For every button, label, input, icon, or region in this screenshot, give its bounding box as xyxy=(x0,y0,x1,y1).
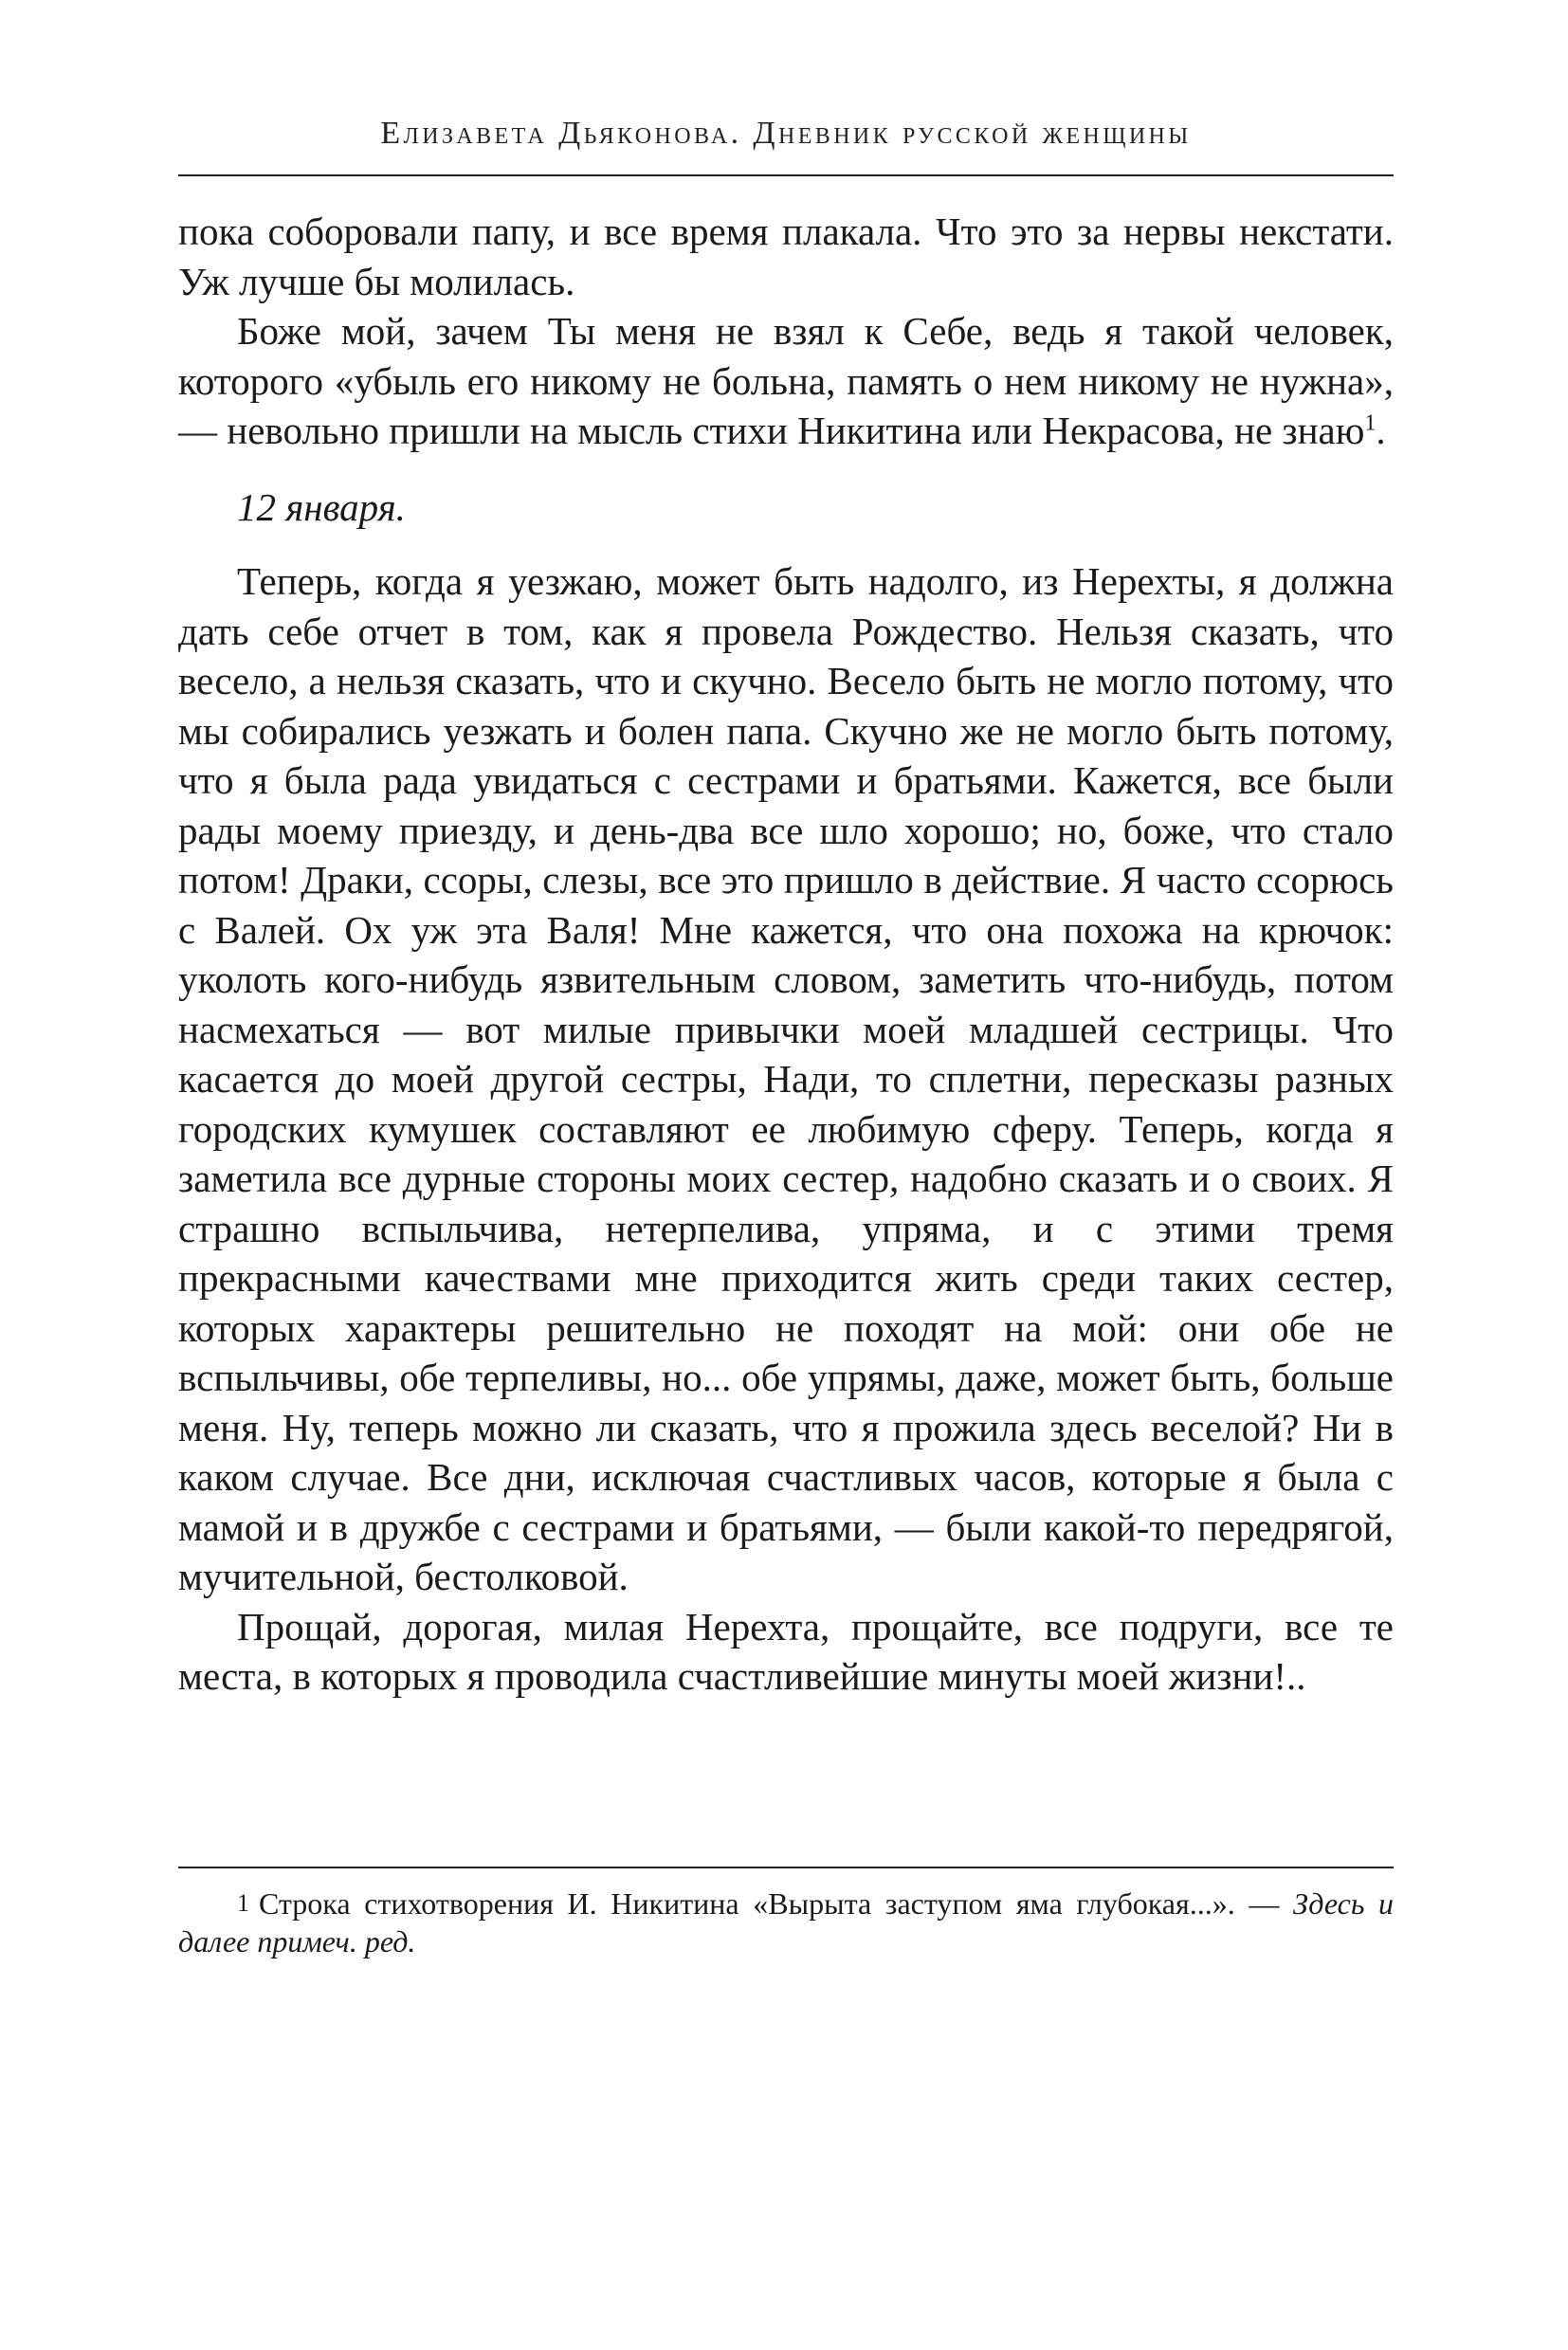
footnote-rule xyxy=(178,1867,1394,1868)
footnote-paragraph xyxy=(178,1885,1394,1960)
paragraph-2 xyxy=(178,306,1394,456)
footnote-editor-note: Здесь и далее примеч. ред. xyxy=(178,1886,1395,1958)
footnote-reference: 1 xyxy=(1364,410,1377,436)
paragraph-3: Теперь, когда я уезжаю, может быть надолго, из Нерехты, я должна дать себе отчет в том, как я провела Рождество. Нельзя сказать, что весело, а нельзя сказать, что и скучно. Весело быть не могло потому, что мы собирались уезжать и болен папа. Скучно же не могло быть потому, что я была рада увидаться с сестрами и братьями. Кажется, все были рады моему приезду, и день-два все шло хорошо; но, боже, что стало потом! Драки, ссоры, слезы, все это пришло в действие. Я часто ссорюсь с Валей. Ох уж эта Валя! Мне кажется, что она похожа на крючок: уколоть кого-нибудь язвительным словом, заметить что-нибудь, потом насмехаться — вот милые привычки моей младшей сестрицы. Что касается до моей другой сестры, Нади, то сплетни, пересказы разных городских кумушек составляют ее любимую сферу. Теперь, когда я заметила все дурные стороны моих сестер, надобно сказать и о своих. Я страшно вспыльчива, нетерпелива, упряма, и с этими тремя прекрасными качествами мне приходится жить среди таких сестер, которых характеры решительно не походят на мой: они обе не вспыльчивы, обе терпеливы, но... обе упрямы, даже, может быть, больше меня. Ну, теперь можно ли сказать, что я прожила здесь веселой? Ни в каком случае. Все дни, исключая счастливых часов, которые я была с мамой и в дружбе с сестрами и братьями, — были какой-то передрягой, мучительной, бестолковой. xyxy=(178,559,1394,1598)
paragraph-1: пока соборовали папу, и все время плакала. Что это за нервы некстати. Уж лучше бы молилась. xyxy=(178,209,1394,303)
footnote-number: 1 xyxy=(237,1889,249,1917)
paragraph-2-text: Боже мой, зачем Ты меня не взял к Себе, ведь я такой человек, которого «убыль его никому не больна, память о нем никому не нужна», — невольно пришли на мысль стихи Никитина или Некрасова, не знаю xyxy=(178,309,1394,452)
footnote xyxy=(178,1885,1394,1960)
paragraph-2-end: . xyxy=(1376,409,1386,452)
paragraph-4: Прощай, дорогая, милая Нерехта, прощайте, все подруги, все те места, в которых я проводила счастливейшие минуты моей жизни!.. xyxy=(178,1604,1394,1698)
footnote-text: Строка стихотворения И. Никитина «Вырыта заступом яма глубокая...». — xyxy=(259,1886,1293,1921)
header-rule xyxy=(178,174,1394,176)
diary-date: 12 января. xyxy=(237,484,406,529)
body-text xyxy=(178,207,1394,1702)
running-head: Елизавета Дьяконова. Дневник русской женщины xyxy=(380,116,1192,151)
book-page xyxy=(178,0,1394,2350)
